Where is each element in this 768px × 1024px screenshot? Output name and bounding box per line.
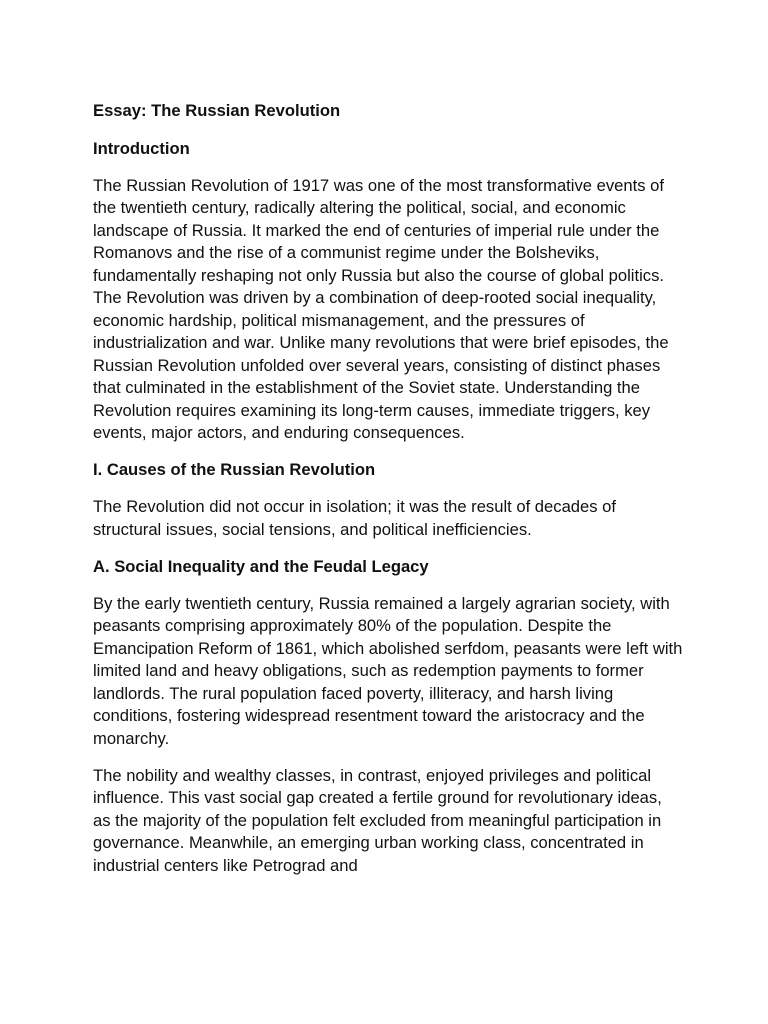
paragraph-social-inequality-1: By the early twentieth century, Russia remained a largely agrarian society, with peasants comprising approximately 80% of the population. Despite the Emancipation Reform of 1861, which abolished serfdom, peasants were left with limited land and heavy obligations, such as redemption payments to former landlords. The rural population faced poverty, illiteracy, and harsh living conditions, fostering widespread resentment toward the aristocracy and the monarchy. bbox=[93, 593, 683, 748]
paragraph-causes: The Revolution did not occur in isolation; it was the result of decades of structural issues, social tensions, and political inefficiencies. bbox=[93, 497, 616, 539]
paragraph-social-inequality-2: The nobility and wealthy classes, in contrast, enjoyed privileges and political influence. This vast social gap created a fertile ground for revolutionary ideas, as the majority of the population felt excluded from meaningful participation in governance. Meanwhile, an emerging urban working class, concentrated in industrial centers like Petrograd and bbox=[93, 765, 662, 875]
document-body bbox=[93, 100, 683, 892]
paragraph-introduction: The Russian Revolution of 1917 was one of the most transformative events of the twentieth century, radically altering the political, social, and economic landscape of Russia. It marked the end of centuries of imperial rule under the Romanovs and the rise of a communist regime under the Bolsheviks, fundamentally reshaping not only Russia but also the course of global politics. The Revolution was driven by a combination of deep-rooted social inequality, economic hardship, political mismanagement, and the pressures of industrialization and war. Unlike many revolutions that were brief episodes, the Russian Revolution unfolded over several years, consisting of distinct phases that culminated in the establishment of the Soviet state. Understanding the Revolution requires examining its long-term causes, immediate triggers, key events, major actors, and enduring consequences. bbox=[93, 175, 669, 442]
section-heading-causes: I. Causes of the Russian Revolution bbox=[93, 460, 376, 479]
section-heading-introduction: Introduction bbox=[93, 138, 190, 158]
section-heading-social-inequality: A. Social Inequality and the Feudal Legacy bbox=[93, 556, 429, 576]
document-title: Essay: The Russian Revolution bbox=[93, 101, 341, 120]
